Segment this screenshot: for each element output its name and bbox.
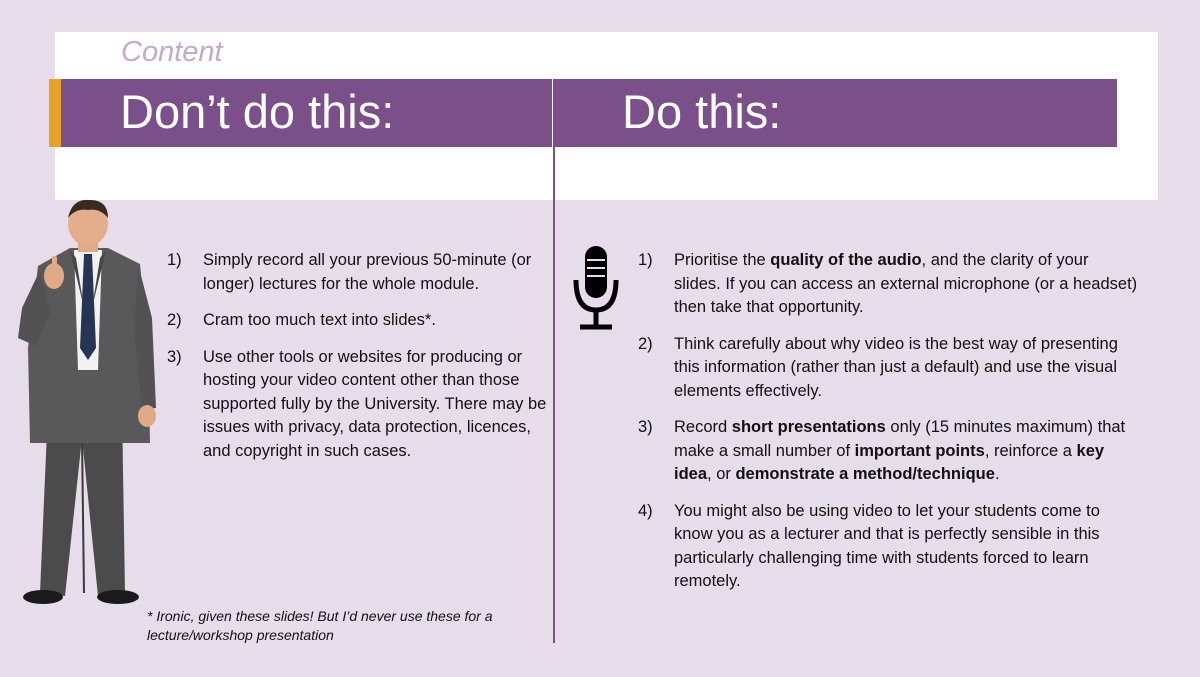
list-item bbox=[167, 249, 552, 296]
list-text bbox=[674, 335, 1118, 400]
section-label: Content bbox=[121, 36, 223, 68]
text-part: , reinforce a bbox=[984, 441, 1077, 460]
text-part-bold: short presentations bbox=[731, 418, 886, 436]
text-part: . bbox=[994, 465, 1000, 483]
text-part-bold: important points bbox=[854, 441, 985, 460]
list-item bbox=[638, 500, 1138, 594]
footnote: * Ironic, given these slides! But I’d never use these for a lecture/workshop presentation bbox=[147, 608, 493, 643]
list-text bbox=[674, 418, 1125, 483]
dont-title: Don’t do this: bbox=[120, 85, 395, 138]
list-number: 3) bbox=[167, 347, 182, 366]
text-part: You might also be using video to let your students come to know you as a lecturer and that is perfectly sensible in this particularly challenging time with students forced to learn remotely. bbox=[674, 501, 1100, 590]
text-part: Record bbox=[674, 418, 732, 436]
list-text: Simply record all your previous 50-minute (or longer) lectures for the whole module. bbox=[203, 251, 532, 293]
dont-list bbox=[167, 249, 552, 476]
text-part: , and the clarity of your slides. If you can access an external microphone (or a headset) then take that opportunity. bbox=[674, 251, 1138, 316]
list-number: 4) bbox=[638, 501, 653, 520]
list-number: 2) bbox=[167, 311, 182, 329]
list-item bbox=[638, 416, 1138, 487]
text-part-bold: demonstrate a method/technique bbox=[735, 465, 995, 483]
list-text: Cram too much text into slides*. bbox=[203, 311, 436, 329]
list-item bbox=[638, 333, 1138, 404]
do-list bbox=[638, 249, 1138, 607]
list-number: 1) bbox=[638, 251, 653, 269]
list-number: 1) bbox=[167, 251, 182, 269]
list-text bbox=[674, 251, 1137, 316]
list-text: Use other tools or websites for producing or hosting your video content other than those supported fully by the University. There may be issues with privacy, data protection, licences, and copyright in such cases. bbox=[203, 347, 547, 460]
text-part: Think carefully about why video is the best way of presenting this information (rather than just a default) and use the visual elements effectively. bbox=[674, 334, 1118, 400]
text-part-bold: key idea bbox=[674, 441, 1105, 483]
accent-bar bbox=[49, 79, 61, 147]
text-part: , or bbox=[707, 465, 736, 483]
text-part: only (15 minutes maximum) that make a small number of bbox=[674, 418, 1126, 460]
list-item bbox=[638, 249, 1138, 320]
microphone-icon bbox=[570, 244, 622, 330]
presenter-photo bbox=[10, 198, 160, 610]
text-part: Prioritise the bbox=[674, 251, 771, 269]
list-number: 2) bbox=[638, 334, 653, 353]
list-item bbox=[167, 309, 552, 333]
do-title: Do this: bbox=[622, 85, 782, 138]
list-text bbox=[674, 502, 1100, 591]
column-divider bbox=[553, 79, 555, 643]
list-item bbox=[167, 346, 552, 464]
list-number: 3) bbox=[638, 418, 653, 436]
text-part-bold: quality of the audio bbox=[770, 251, 922, 269]
